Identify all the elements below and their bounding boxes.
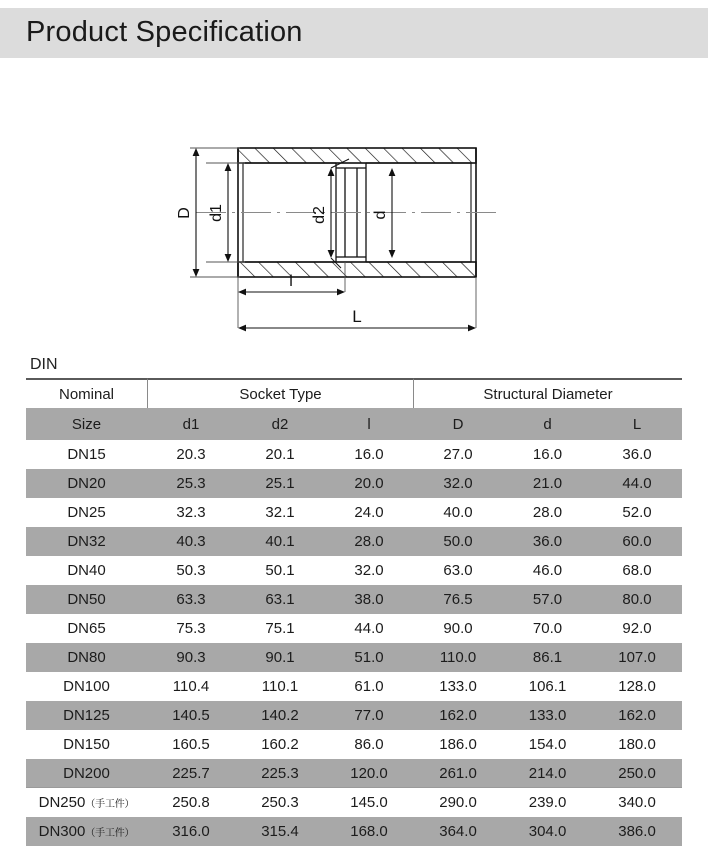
cell-d: 21.0 [503, 469, 592, 498]
cell-L: 162.0 [592, 701, 682, 730]
table-row [26, 556, 682, 585]
cell-l: 77.0 [325, 701, 413, 730]
cell-nominal-size: DN15 [26, 440, 147, 469]
cell-d: 86.1 [503, 643, 592, 672]
cell-L: 107.0 [592, 643, 682, 672]
cell-d1: 160.5 [147, 730, 235, 759]
table-row [26, 498, 682, 527]
cell-l: 120.0 [325, 759, 413, 788]
dimension-label-d: d [372, 210, 389, 220]
cell-L: 180.0 [592, 730, 682, 759]
cell-D: 290.0 [413, 788, 503, 817]
cell-d: 16.0 [503, 440, 592, 469]
cell-l: 61.0 [325, 672, 413, 701]
cell-l: 44.0 [325, 614, 413, 643]
dimension-label-l: l [289, 273, 293, 290]
cell-d2: 75.1 [235, 614, 325, 643]
cell-D: 90.0 [413, 614, 503, 643]
cell-D: 186.0 [413, 730, 503, 759]
dimension-label-d2: d2 [311, 206, 328, 224]
cell-d2: 32.1 [235, 498, 325, 527]
cell-d2: 25.1 [235, 469, 325, 498]
standard-label: DIN [30, 356, 58, 373]
cell-D: 364.0 [413, 817, 503, 846]
cell-L: 36.0 [592, 440, 682, 469]
table-column-header-row [26, 408, 682, 440]
cell-d: 28.0 [503, 498, 592, 527]
cell-d: 46.0 [503, 556, 592, 585]
cell-d1: 90.3 [147, 643, 235, 672]
dimension-d2 [311, 159, 349, 268]
cell-D: 27.0 [413, 440, 503, 469]
cell-D: 63.0 [413, 556, 503, 585]
cell-nominal-size: DN32 [26, 527, 147, 556]
cell-d1: 25.3 [147, 469, 235, 498]
group-header-nominal: Nominal [26, 378, 147, 408]
cell-L: 68.0 [592, 556, 682, 585]
column-header-size: Size [26, 408, 147, 440]
table-head [26, 378, 682, 440]
cell-nominal-size: DN25 [26, 498, 147, 527]
cell-d1: 40.3 [147, 527, 235, 556]
table-row [26, 788, 682, 817]
cell-nominal-size: DN20 [26, 469, 147, 498]
cell-d2: 40.1 [235, 527, 325, 556]
column-header-l: l [325, 408, 413, 440]
cell-d1: 63.3 [147, 585, 235, 614]
cell-l: 32.0 [325, 556, 413, 585]
cell-L: 92.0 [592, 614, 682, 643]
cell-d1: 140.5 [147, 701, 235, 730]
cell-nominal-size: DN300（手工件） [26, 817, 147, 846]
cell-L: 250.0 [592, 759, 682, 788]
cell-l: 20.0 [325, 469, 413, 498]
cell-size-note: （手工件） [85, 828, 135, 839]
dimension-L [238, 307, 476, 331]
cell-L: 80.0 [592, 585, 682, 614]
cell-D: 76.5 [413, 585, 503, 614]
cell-nominal-size: DN200 [26, 759, 147, 788]
table-group-header-row [26, 378, 682, 408]
cell-d2: 50.1 [235, 556, 325, 585]
cell-d1: 225.7 [147, 759, 235, 788]
cell-l: 86.0 [325, 730, 413, 759]
cell-d: 36.0 [503, 527, 592, 556]
cell-d1: 75.3 [147, 614, 235, 643]
cell-nominal-size: DN125 [26, 701, 147, 730]
cell-d: 304.0 [503, 817, 592, 846]
column-header-d: d [503, 408, 592, 440]
cell-D: 133.0 [413, 672, 503, 701]
group-header-socket-type: Socket Type [147, 378, 413, 408]
table-row [26, 440, 682, 469]
cell-L: 128.0 [592, 672, 682, 701]
cell-d2: 90.1 [235, 643, 325, 672]
cell-l: 168.0 [325, 817, 413, 846]
column-header-d1: d1 [147, 408, 235, 440]
table-row [26, 701, 682, 730]
cell-nominal-size: DN65 [26, 614, 147, 643]
cell-nominal-size: DN100 [26, 672, 147, 701]
cell-d2: 20.1 [235, 440, 325, 469]
pipe-socket-cross-section-svg [0, 96, 708, 342]
cell-D: 162.0 [413, 701, 503, 730]
cell-d: 70.0 [503, 614, 592, 643]
cell-l: 24.0 [325, 498, 413, 527]
cell-D: 261.0 [413, 759, 503, 788]
cell-D: 32.0 [413, 469, 503, 498]
specification-table [26, 378, 682, 846]
cell-L: 60.0 [592, 527, 682, 556]
column-header-D: D [413, 408, 503, 440]
cell-l: 38.0 [325, 585, 413, 614]
cell-nominal-size: DN80 [26, 643, 147, 672]
cell-d: 214.0 [503, 759, 592, 788]
table-body [26, 440, 682, 846]
table-row [26, 614, 682, 643]
cell-d2: 225.3 [235, 759, 325, 788]
cell-d2: 110.1 [235, 672, 325, 701]
dimension-d1 [208, 163, 231, 262]
cell-d2: 140.2 [235, 701, 325, 730]
cell-nominal-size: DN250（手工件） [26, 788, 147, 817]
table-row [26, 759, 682, 788]
cell-d: 57.0 [503, 585, 592, 614]
cell-l: 145.0 [325, 788, 413, 817]
cell-L: 44.0 [592, 469, 682, 498]
cell-d2: 160.2 [235, 730, 325, 759]
group-header-structural-diameter: Structural Diameter [413, 378, 682, 408]
table-row [26, 817, 682, 846]
cell-D: 40.0 [413, 498, 503, 527]
cell-l: 28.0 [325, 527, 413, 556]
cell-d2: 315.4 [235, 817, 325, 846]
cell-D: 50.0 [413, 527, 503, 556]
table-row [26, 730, 682, 759]
cell-size-note: （手工件） [85, 799, 135, 810]
cell-D: 110.0 [413, 643, 503, 672]
technical-drawing [0, 96, 708, 342]
cell-d1: 316.0 [147, 817, 235, 846]
page-title: Product Specification [26, 16, 303, 48]
cell-d1: 250.8 [147, 788, 235, 817]
cell-L: 340.0 [592, 788, 682, 817]
column-header-d2: d2 [235, 408, 325, 440]
table-row [26, 585, 682, 614]
dimension-D [176, 148, 199, 277]
cell-nominal-size: DN150 [26, 730, 147, 759]
cell-d1: 32.3 [147, 498, 235, 527]
cell-d: 239.0 [503, 788, 592, 817]
cell-d: 106.1 [503, 672, 592, 701]
cell-nominal-size: DN50 [26, 585, 147, 614]
dimension-d [372, 168, 395, 258]
cell-l: 16.0 [325, 440, 413, 469]
cell-d2: 63.1 [235, 585, 325, 614]
cell-nominal-size: DN40 [26, 556, 147, 585]
table-row [26, 643, 682, 672]
cell-d2: 250.3 [235, 788, 325, 817]
cell-d1: 20.3 [147, 440, 235, 469]
cell-d: 154.0 [503, 730, 592, 759]
dimension-label-d1: d1 [208, 204, 225, 222]
cell-L: 52.0 [592, 498, 682, 527]
table-row [26, 672, 682, 701]
title-bar [0, 8, 708, 58]
cell-L: 386.0 [592, 817, 682, 846]
cell-d1: 110.4 [147, 672, 235, 701]
cell-l: 51.0 [325, 643, 413, 672]
cell-d1: 50.3 [147, 556, 235, 585]
column-header-L: L [592, 408, 682, 440]
dimension-label-D: D [176, 207, 193, 219]
table-row [26, 469, 682, 498]
table-bottom-rule [26, 787, 682, 788]
table-row [26, 527, 682, 556]
cell-d: 133.0 [503, 701, 592, 730]
dimension-label-L: L [352, 307, 362, 326]
